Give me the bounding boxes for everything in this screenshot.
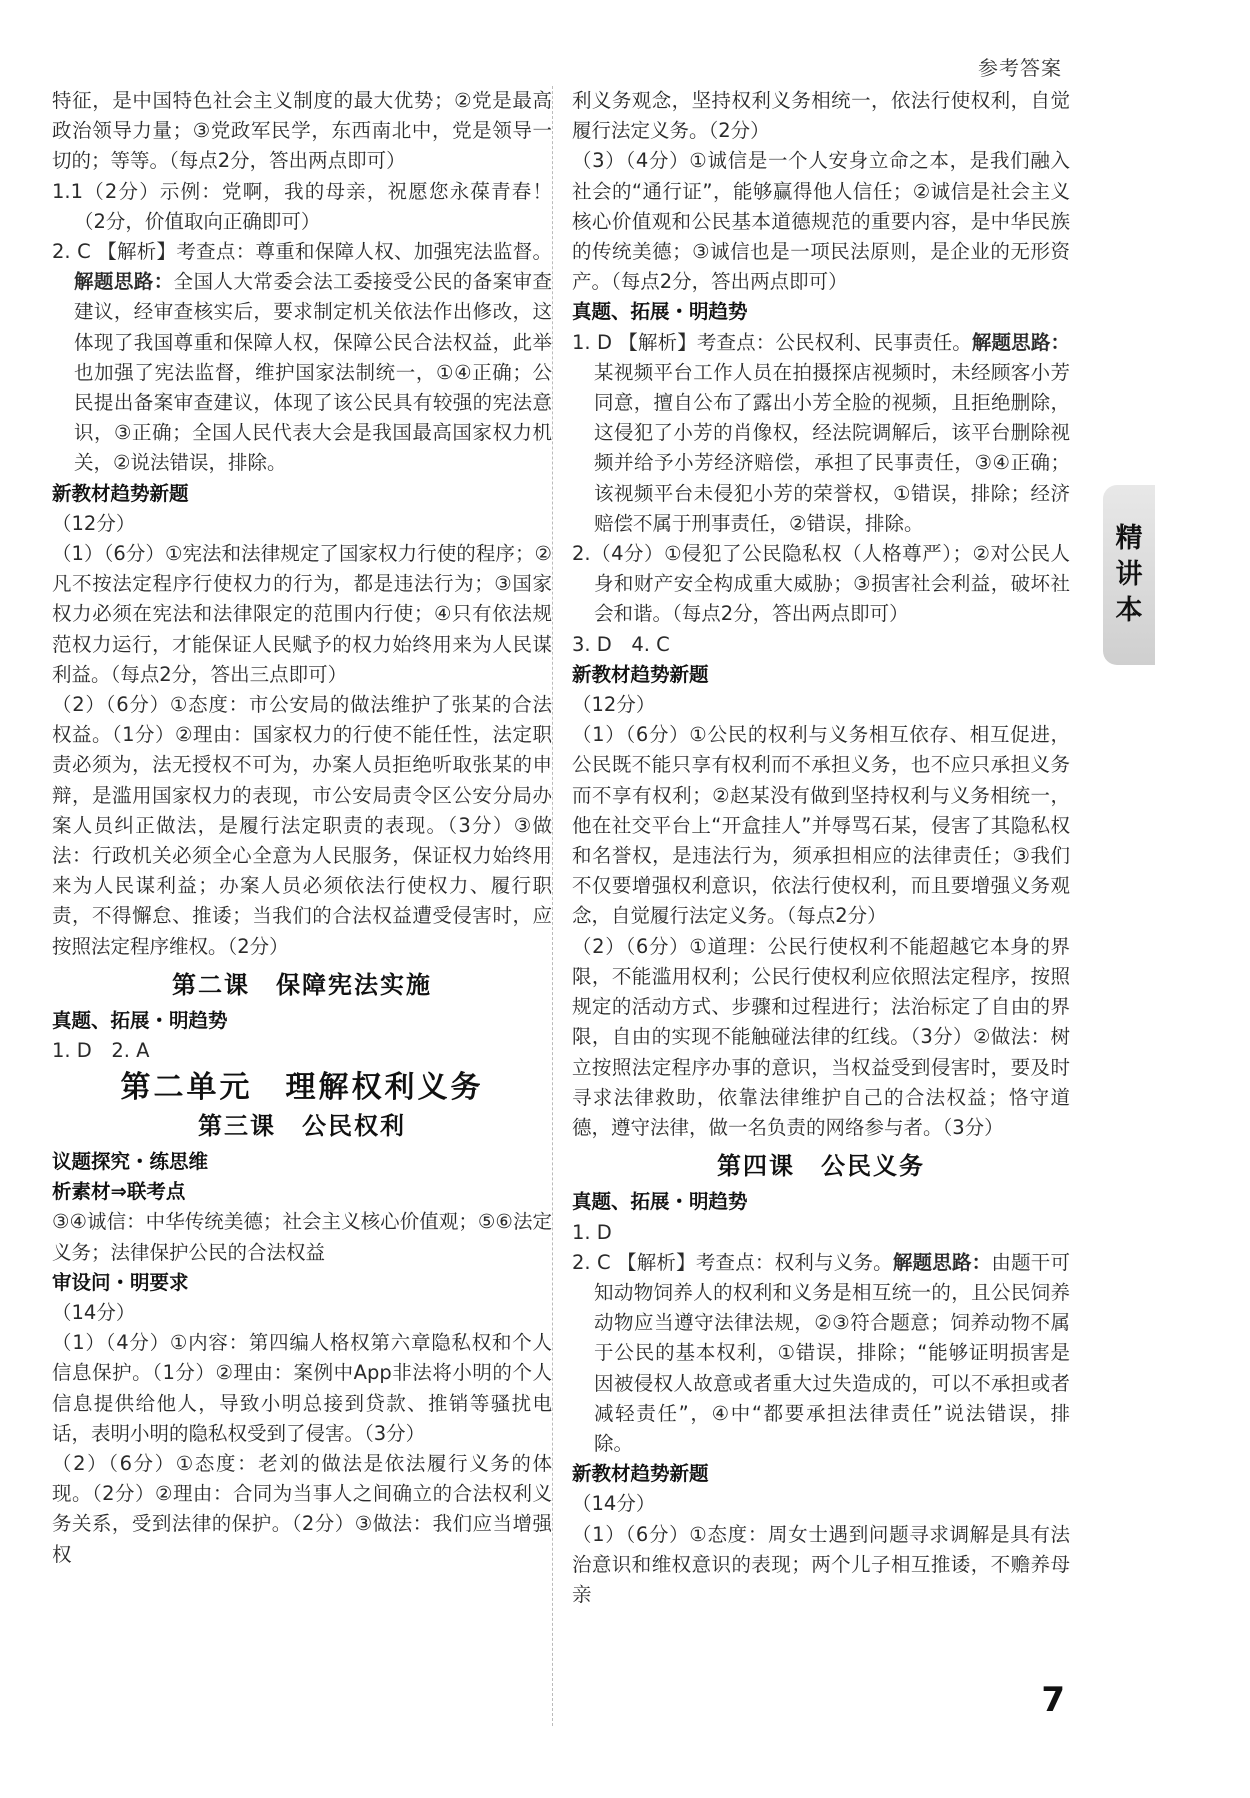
lesson4-question-2	[572, 1248, 1070, 1459]
trend-title-2: 新教材趋势新题	[572, 1462, 709, 1486]
trend-score: （12分）	[52, 511, 136, 535]
question-1-think-label: 解题思路：	[971, 330, 1070, 354]
real-questions-title-2: 真题、拓展・明趋势	[572, 1190, 748, 1214]
review-answer-1: （1）（4分）①内容：第四编人格权第六章隐私权和个人信息保护。（1分）②理由：案例中App非法将小明的个人信息提供给他人，导致小明总接到贷款、推销等骚扰电话，表明小明的隐私权受到了侵害。（3分）	[52, 1331, 552, 1445]
question-1-point: 公民权利、民事责任。	[775, 330, 972, 354]
lesson4-question-2-body: 由题干可知动物饲养人的权利和义务是相互统一的，且公民饲养动物应当遵守法律法规，②③符合题意；饲养动物不属于公民的基本权利，①错误，排除；“能够证明损害是因被侵权人故意或者重大过失造成的，可以不承担或者减轻责任”，④中“都要承担法律责任”说法错误，排除。	[594, 1250, 1070, 1455]
right-column	[572, 86, 1070, 1610]
question-1	[572, 328, 1070, 539]
trend-answer-1: （1）（6分）①宪法和法律规定了国家权力行使的程序；②凡不按法定程序行使权力的行为，都是违法行为；③国家权力必须在宪法和法律限定的范围内行使；④只有依法规范权力运行，才能保证人民赋予的权力始终用来为人民谋利益。（每点2分，答出三点即可）	[52, 542, 552, 686]
trend-score: （12分）	[572, 693, 656, 717]
side-tab	[1103, 485, 1155, 665]
lesson-2-title: 第二课 保障宪法实施	[172, 970, 432, 999]
column-divider	[552, 86, 553, 1726]
question-2	[52, 237, 552, 479]
lesson4-question-1: 1. D	[572, 1220, 612, 1244]
real-questions-answers: 1. D 2. A	[52, 1039, 150, 1063]
page-number: 7	[1041, 1680, 1065, 1720]
side-tab-char: 精	[1115, 523, 1143, 554]
review-question-title: 审设问・明要求	[52, 1270, 189, 1294]
side-tab-char: 讲	[1115, 559, 1143, 590]
question-3-4: 3. D 4. C	[572, 632, 670, 656]
analyze-material-title: 析素材⇒联考点	[52, 1180, 186, 1204]
real-questions-title: 真题、拓展・明趋势	[52, 1009, 228, 1033]
trend-score-2: （14分）	[572, 1492, 656, 1516]
question-2-point: 尊重和保障人权、加强宪法监督。	[255, 240, 552, 264]
lesson4-question-2-point: 权利与义务。	[774, 1250, 893, 1274]
question-2-think-label: 解题思路：	[74, 270, 174, 294]
lesson4-trend-answer-1: （1）（6分）①态度：周女士遇到问题寻求调解是具有法治意识和维权意识的表现；两个儿子相互推诿，不赡养母亲	[572, 1522, 1070, 1606]
real-questions-title: 真题、拓展・明趋势	[572, 300, 748, 324]
trend-answer-2: （2）（6分）①道理：公民行使权利不能超越它本身的界限，不能滥用权利；公民行使权利应依照法定程序，按照规定的活动方式、步骤和过程进行；法治标定了自由的界限，自由的实现不能触碰法律的红线。（3分）②做法：树立按照法定程序办事的意识，当权益受到侵害时，要及时寻求法律救助，依靠法律维护自己的合法权益；恪守道德，遵守法律，做一名负责的网络参与者。（3分）	[572, 934, 1070, 1139]
topic-explore-title: 议题探究・练思维	[52, 1149, 209, 1173]
question-1-1: 1.1（2分）示例：党啊，我的母亲，祝愿您永葆青春！（2分，价值取向正确即可）	[52, 179, 552, 233]
question-2-body: 全国人大常委会法工委接受公民的备案审查建议，经审查核实后，要求制定机关依法作出修改，这体现了我国尊重和保障人权，保障公民合法权益，此举也加强了宪法监督，维护国家法制统一，①④正确；公民提出备案审查建议，体现了该公民具有较强的宪法意识，③正确；全国人民代表大会是我国最高国家权力机关，②说法错误，排除。	[74, 270, 552, 475]
question-2-head: 2. C 【解析】考查点：	[52, 240, 256, 264]
lesson-4-title: 第四课 公民义务	[717, 1152, 925, 1181]
question-2: 2.（4分）①侵犯了公民隐私权（人格尊严）；②对公民人身和财产安全构成重大威胁；③损害社会利益，破坏社会和谐。（每点2分，答出两点即可）	[572, 542, 1070, 626]
trend-title: 新教材趋势新题	[52, 481, 189, 505]
review-answer-2: （2）（6分）①态度：老刘的做法是依法履行义务的体现。（2分）②理由：合同为当事人之间确立的合法权利义务关系，受到法律的保护。（2分）③做法：我们应当增强权	[52, 1451, 552, 1566]
analyze-material-body: ③④诚信：中华传统美德；社会主义核心价值观；⑤⑥法定义务；法律保护公民的合法权益	[52, 1210, 552, 1264]
lesson4-question-2-think-label: 解题思路：	[892, 1250, 992, 1274]
trend-answer-1: （1）（6分）①公民的权利与义务相互依存、相互促进，公民既不能只享有权利而不承担义务，也不应只承担义务而不享有权利；②赵某没有做到坚持权利与义务相统一，他在社交平台上“开盒挂人”并辱骂石某，侵害了其隐私权和名誉权，是违法行为，须承担相应的法律责任；③我们不仅要增强权利意识，依法行使权利，而且要增强义务观念，自觉履行法定义务。（每点2分）	[572, 723, 1070, 928]
lesson4-question-2-head: 2. C 【解析】考查点：	[572, 1250, 775, 1274]
unit-2-title: 第二单元 理解权利义务	[120, 1069, 484, 1105]
lesson-3-title: 第三课 公民权利	[198, 1111, 406, 1140]
trend-title: 新教材趋势新题	[572, 662, 709, 686]
left-paragraph: 特征，是中国特色社会主义制度的最大优势；②党是最高政治领导力量；③党政军民学，东西南北中，党是领导一切的；等等。（每点2分，答出两点即可）	[52, 89, 552, 173]
right-paragraph-2: （3）（4分）①诚信是一个人安身立命之本，是我们融入社会的“通行证”，能够赢得他人信任；②诚信是社会主义核心价值观和公民基本道德规范的重要内容，是中华民族的传统美德；③诚信也是一项民法原则，是企业的无形资产。（每点2分，答出两点即可）	[572, 149, 1070, 294]
question-1-body: 某视频平台工作人员在拍摄探店视频时，未经顾客小芳同意，擅自公布了露出小芳全脸的视频，且拒绝删除，这侵犯了小芳的肖像权，经法院调解后，该平台删除视频并给予小芳经济赔偿，承担了民事责任，③④正确；该视频平台未侵犯小芳的荣誉权，①错误，排除；经济赔偿不属于刑事责任，②错误，排除。	[594, 360, 1070, 535]
side-tab-char: 本	[1115, 595, 1143, 626]
trend-answer-2: （2）（6分）①态度：市公安局的做法维护了张某的合法权益。（1分）②理由：国家权力的行使不能任性，法定职责必须为，法无授权不可为，办案人员拒绝听取张某的申辩，是滥用国家权力的表现，市公安局责令区公安分局办案人员纠正做法，是履行法定职责的表现。（3分）③做法：行政机关必须全心全意为人民服务，保证权力始终用来为人民谋利益；办案人员必须依法行使权力、履行职责，不得懈怠、推诿；当我们的合法权益遭受侵害时，应按照法定程序维权。（2分）	[52, 693, 552, 958]
review-question-score: （14分）	[52, 1300, 136, 1324]
header-label: 参考答案	[978, 56, 1062, 80]
right-paragraph-1: 利义务观念，坚持权利义务相统一，依法行使权利，自觉履行法定义务。（2分）	[572, 89, 1070, 143]
left-column	[52, 86, 552, 1570]
question-1-head: 1. D 【解析】考查点：	[572, 330, 776, 354]
